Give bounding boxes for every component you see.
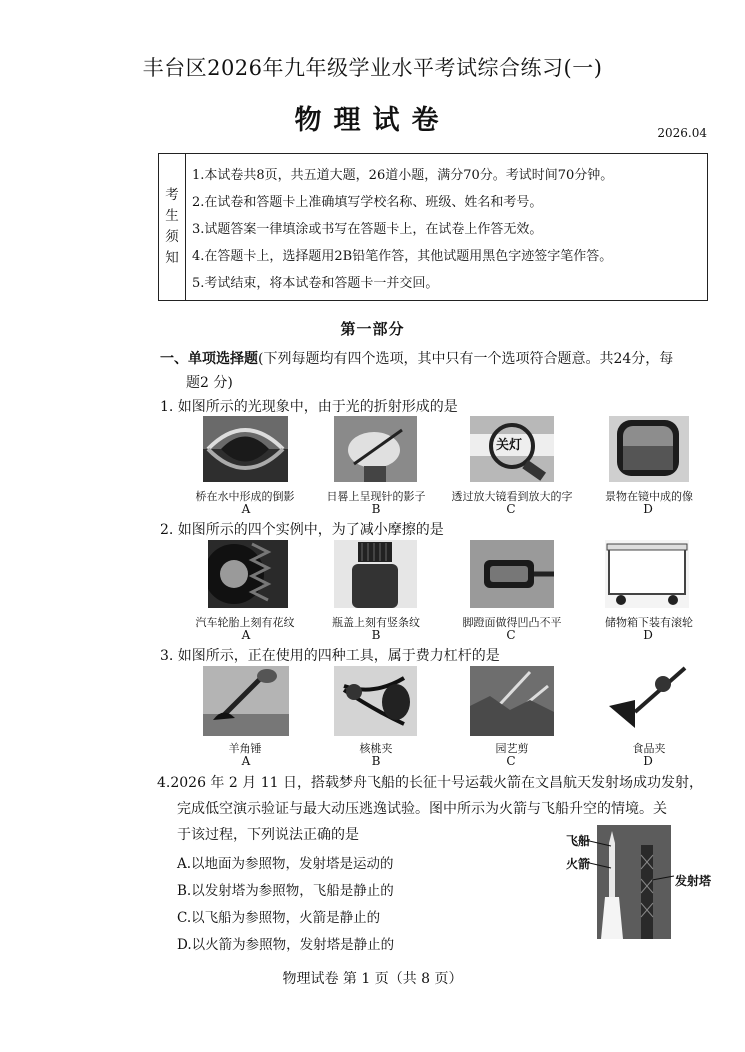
notice-side-char: 须 [165, 229, 179, 245]
page-footer: 物理试卷 第 1 页（共 8 页） [282, 971, 463, 987]
option-letter: A [241, 502, 251, 516]
option-caption: 储物箱下装有滚轮 [605, 616, 693, 629]
magnifier-photo [470, 416, 554, 482]
section-instruction-line1: (下列每题均有四个选项，其中只有一个选项符合题意。共24分，每 [258, 351, 674, 367]
magnifier-sign-text: 关灯 [496, 438, 523, 453]
question-4-stem-line3: 于该过程，下列说法正确的是 [177, 827, 359, 843]
option-letter: C [506, 502, 516, 516]
option-letter: D [643, 754, 653, 768]
question-3-stem: 3. 如图所示，正在使用的四种工具，属于费力杠杆的是 [160, 648, 500, 664]
notice-list [192, 162, 613, 297]
question-4-stem-line1: 4.2026 年 2 月 11 日，搭载梦舟飞船的长征十号运载火箭在文昌航天发射场成功发射， [157, 775, 703, 791]
option-caption: 透过放大镜看到放大的字 [451, 490, 573, 503]
question-1-stem: 1. 如图所示的光现象中，由于光的折射形成的是 [160, 399, 458, 415]
question-4-stem-line2: 完成低空演示验证与最大动压逃逸试验。图中所示为火箭与飞船升空的情境。关 [177, 801, 667, 817]
section-label: 一、单项选择题 [160, 351, 258, 367]
option-letter: B [371, 502, 381, 516]
figure-leader-lines [585, 838, 615, 878]
option-caption: 日晷上呈现针的影子 [326, 490, 426, 503]
notice-item: 5.考试结束，将本试卷和答题卡一并交回。 [192, 276, 439, 291]
option-letter: C [506, 628, 516, 642]
option-caption: 景物在镜中成的像 [605, 490, 693, 503]
notice-side-label [159, 154, 186, 300]
section-instruction-line2: 题2 分) [186, 375, 233, 391]
option-caption: 园艺剪 [495, 742, 529, 755]
notice-item: 2.在试卷和答题卡上准确填写学校名称、班级、姓名和考号。 [192, 195, 543, 210]
notice-item: 1.本试卷共8页，共五道大题，26道小题，满分70分。考试时间70分钟。 [192, 168, 614, 183]
exam-title: 丰台区2026年九年级学业水平考试综合练习(一) [142, 56, 603, 80]
figure-leader-line-tower [652, 870, 676, 884]
food-tongs-photo [605, 662, 691, 736]
choice-b: B.以发射塔为参照物，飞船是静止的 [177, 883, 394, 899]
option-caption: 食品夹 [632, 742, 666, 755]
sundial-photo [334, 416, 417, 482]
option-caption: 脚蹬面做得凹凸不平 [462, 616, 562, 629]
garden-shears-photo [470, 666, 554, 736]
claw-hammer-photo [203, 666, 289, 736]
option-caption: 核桃夹 [359, 742, 393, 755]
notice-box [158, 153, 708, 301]
section-instruction [160, 348, 673, 368]
option-letter: A [241, 754, 251, 768]
choice-d: D.以火箭为参照物，发射塔是静止的 [177, 937, 395, 953]
label-rocket: 火箭 [566, 857, 591, 871]
notice-item: 4.在答题卡上，选择题用2B铅笔作答，其他试题用黑色字迹签字笔作答。 [192, 249, 613, 264]
subject-title: 物理试卷 [294, 105, 451, 136]
option-caption: 羊角锤 [228, 742, 262, 755]
option-caption: 桥在水中形成的倒影 [195, 490, 295, 503]
mirror-photo [609, 416, 689, 482]
part-heading: 第一部分 [340, 320, 405, 338]
option-letter: B [371, 628, 381, 642]
notice-side-char: 知 [165, 250, 179, 266]
notice-item: 3.试题答案一律填涂或书写在答题卡上，在试卷上作答无效。 [192, 222, 543, 237]
pedal-photo [470, 540, 554, 608]
exam-date: 2026.04 [657, 126, 707, 140]
label-tower: 发射塔 [675, 874, 712, 888]
question-2-stem: 2. 如图所示的四个实例中，为了减小摩擦的是 [160, 522, 444, 538]
storage-box-photo [605, 540, 689, 608]
bridge-reflection-photo [203, 416, 288, 482]
option-letter: A [241, 628, 251, 642]
option-caption: 瓶盖上刻有竖条纹 [332, 616, 420, 629]
label-spacecraft: 飞船 [566, 834, 591, 848]
option-letter: D [643, 502, 653, 516]
notice-side-char: 生 [165, 208, 179, 224]
tire-photo [208, 540, 288, 608]
choice-a: A.以地面为参照物，发射塔是运动的 [177, 856, 394, 872]
option-letter: D [643, 628, 653, 642]
option-letter: C [506, 754, 516, 768]
notice-side-char: 考 [165, 187, 179, 203]
option-letter: B [371, 754, 381, 768]
nutcracker-photo [334, 666, 417, 736]
option-caption: 汽车轮胎上刻有花纹 [195, 616, 295, 629]
bottle-cap-photo [334, 540, 417, 608]
choice-c: C.以飞船为参照物，火箭是静止的 [177, 910, 381, 926]
